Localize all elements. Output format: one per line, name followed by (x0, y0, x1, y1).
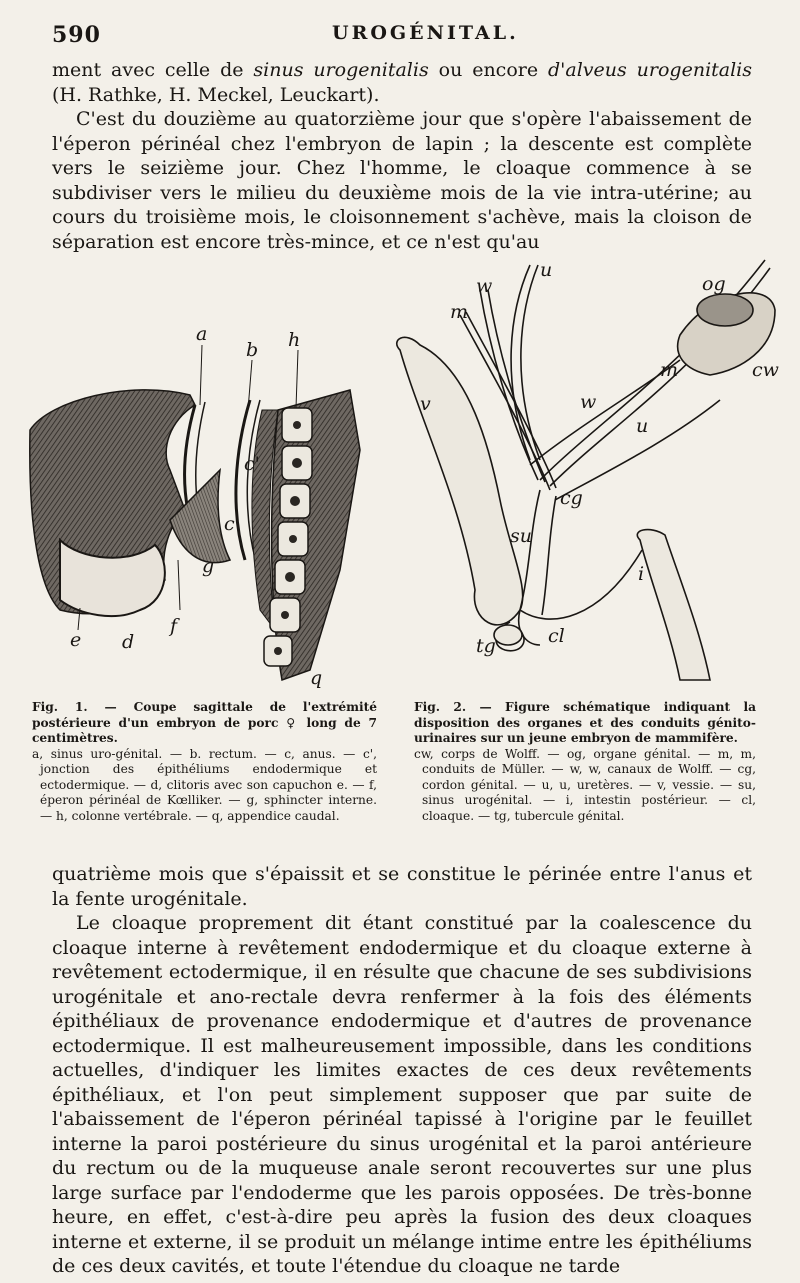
bottom-text-block (52, 862, 752, 1279)
caption-legend: cw, corps de Wolff. — og, organe génital. — m, m, conduits de Müller. — w, w, canaux de Wolff. — cg, cordon génital. — u, u, uretères. — v, vessie. — su, sinus urogénital. — i, intestin postérieur. — cl, cloaque. — tg, tubercule génital. (414, 746, 756, 823)
fig2-label-w-mid: w (580, 391, 597, 413)
caption-legend: a, sinus uro-génital. — b. rectum. — c, anus. — c', jonction des épithéliums endodermique et ectodermique. — d, clitoris avec son capuchon e. — f, éperon périnéal de Kœlliker. — g, sphincter interne. — h, colonne vertébrale. — q, appendice caudal. (32, 746, 377, 823)
figures-area (20, 250, 780, 695)
figure-1-caption (32, 700, 377, 824)
top-text-block (52, 58, 752, 254)
text-run: ou encore (428, 59, 548, 81)
fig1-label-c: c (224, 513, 235, 535)
fig1-label-e: e (70, 629, 82, 651)
fig1-label-b: b (246, 339, 259, 361)
fig1-label-a: a (196, 323, 208, 345)
page-number: 590 (52, 22, 101, 48)
fig1-label-g: g (202, 555, 215, 577)
fig2-label-cg: cg (560, 487, 583, 509)
fig2-label-m-right: m (660, 359, 679, 381)
paragraph-continued: quatrième mois que s'épaissit et se constitue le périnée entre l'anus et la fente urogénitale. (52, 863, 752, 910)
fig1-label-f: f (170, 615, 178, 637)
fig2-label-u-mid: u (636, 415, 649, 437)
fig2-label-u-top: u (540, 259, 553, 281)
fig2-label-w-top: w (476, 275, 493, 297)
fig2-label-m-top: m (450, 301, 469, 323)
paragraph: C'est du douzième au quatorzième jour que s'opère l'abaissement de l'éperon périnéal chez l'embryon de lapin ; la descente est complète vers le seizième jour. Chez l'homme, le cloaque commence à se subdiviser vers le milieu du deuxième mois de la vie intra-utérine; au cours du troisième mois, le cloisonnement s'achève, mais la cloison de séparation est encore très-mince, et ce n'est qu'au (52, 108, 752, 253)
fig1-label-c-prime: c' (244, 453, 260, 475)
fig2-label-og: og (702, 273, 726, 295)
figure-2-illustration (380, 250, 780, 690)
caption-title: Fig. 1. — Coupe sagittale de l'extrémité postérieure d'un embryon de porc ♀ long de 7 centimètres. (32, 700, 377, 745)
fig2-label-i: i (638, 563, 645, 585)
paragraph: Le cloaque proprement dit étant constitué par la coalescence du cloaque interne à revêtement endodermique et du cloaque externe à revêtement ectodermique, il en résulte que chacune de ses subdivisions urogénitale et ano-rectale devra renfermer à la fois des éléments épithéliaux de provenance endodermique et d'autres de provenance ectodermique. Il est malheureusement impossible, dans les conditions actuelles, d'indiquer les limites exactes de ces deux revêtements épithéliaux, et l'on peut simplement supposer que par suite de l'abaissement de l'éperon périnéal tapissé à l'origine par le feuillet interne la paroi postérieure du sinus urogénital et la paroi antérieure du rectum ou de la muqueuse anale seront recouvertes sur une plus large surface par l'endoderme que les parois opposées. De très-bonne heure, en effet, c'est-à-dire peu après la fusion des deux cloaques interne et externe, il se produit un mélange intime entre les épithéliums de ces deux cavités, et toute l'étendue du cloaque ne tarde (52, 912, 752, 1277)
figure-2-caption (414, 700, 756, 824)
fig1-label-d: d (122, 631, 135, 653)
latin-term: sinus urogenitalis (253, 59, 429, 81)
fig2-label-su: su (510, 525, 532, 547)
fig2-label-tg: tg (476, 635, 496, 657)
text-run: (H. Rathke, H. Meckel, Leuckart). (52, 83, 380, 106)
fig1-label-h: h (288, 329, 301, 351)
running-head: UROGÉNITAL. (332, 22, 519, 44)
caption-title: Fig. 2. — Figure schématique indiquant la disposition des organes et des conduits génito-urinaires sur un jeune embryon de mammifère. (414, 700, 756, 745)
figure-captions (32, 700, 756, 850)
fig2-label-v: v (420, 393, 431, 415)
fig1-label-q: q (310, 667, 323, 689)
text-run: ment avec celle de (52, 59, 254, 81)
paragraph-continued (52, 58, 752, 107)
latin-term: d'alveus urogenitalis (548, 59, 753, 81)
fig2-label-cl: cl (548, 625, 565, 647)
fig2-label-cw: cw (752, 359, 779, 381)
page-header (52, 22, 752, 52)
figure-1-illustration (20, 310, 380, 690)
